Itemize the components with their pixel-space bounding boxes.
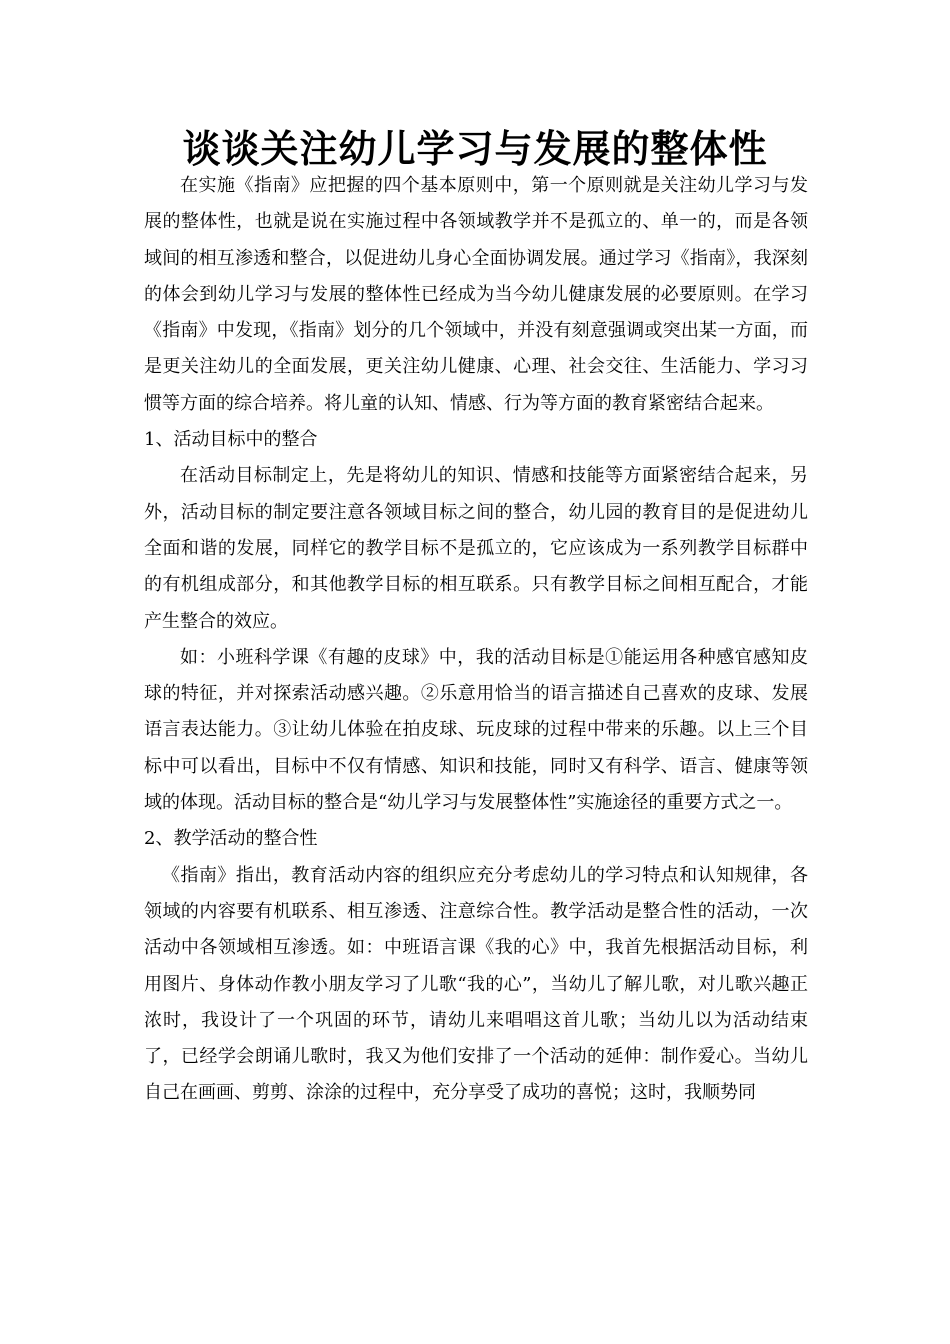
document-title: 谈谈关注幼儿学习与发展的整体性 (182, 127, 768, 171)
section-heading-1: 1、活动目标中的整合 (144, 429, 318, 451)
document-body (144, 168, 808, 1112)
intro-paragraph: 在实施《指南》应把握的四个基本原则中，第一个原则就是关注幼儿学习与发展的整体性，也就是说在实施过程中各领域教学并不是孤立的、单一的，而是各领域间的相互渗透和整合，以促进幼儿身心全面协调发展。通过学习《指南》，我深刻的体会到幼儿学习与发展的整体性已经成为当今幼儿健康发展的必要原则。在学习《指南》中发现，《指南》划分的几个领域中，并没有刻意强调或突出某一方面，而是更关注幼儿的全面发展，更关注幼儿健康、心理、社会交往、生活能力、学习习惯等方面的综合培养。将儿童的认知、情感、行为等方面的教育紧密结合起来。 (144, 175, 808, 414)
section-heading-2: 2、教学活动的整合性 (144, 828, 318, 850)
section-1-paragraph-1: 在活动目标制定上，先是将幼儿的知识、情感和技能等方面紧密结合起来，另外，活动目标的制定要注意各领域目标之间的整合，幼儿园的教育目的是促进幼儿全面和谐的发展，同样它的教学目标不是孤立的，它应该成为一系列教学目标群中的有机组成部分，和其他教学目标的相互联系。只有教学目标之间相互配合，才能产生整合的效应。 (144, 465, 808, 632)
section-1-paragraph-2: 如：小班科学课《有趣的皮球》中，我的活动目标是①能运用各种感官感知皮球的特征，并对探索活动感兴趣。②乐意用恰当的语言描述自己喜欢的皮球、发展语言表达能力。③让幼儿体验在拍皮球、玩皮球的过程中带来的乐趣。以上三个目标中可以看出，目标中不仅有情感、知识和技能，同时又有科学、语言、健康等领域的体现。活动目标的整合是“幼儿学习与发展整体性”实施途径的重要方式之一。 (144, 646, 808, 814)
section-2-paragraph-1: 《指南》指出，教育活动内容的组织应充分考虑幼儿的学习特点和认知规律，各领域的内容要有机联系、相互渗透、注意综合性。教学活动是整合性的活动，一次活动中各领域相互渗透。如：中班语言课《我的心》中，我首先根据活动目标，利用图片、身体动作教小朋友学习了儿歌“我的心”，当幼儿了解儿歌，对儿歌兴趣正浓时，我设计了一个巩固的环节，请幼儿来唱唱这首儿歌；当幼儿以为活动结束了，已经学会朗诵儿歌时，我又为他们安排了一个活动的延伸：制作爱心。当幼儿自己在画画、剪剪、涂涂的过程中，充分享受了成功的喜悦；这时，我顺势同 (144, 864, 808, 1104)
